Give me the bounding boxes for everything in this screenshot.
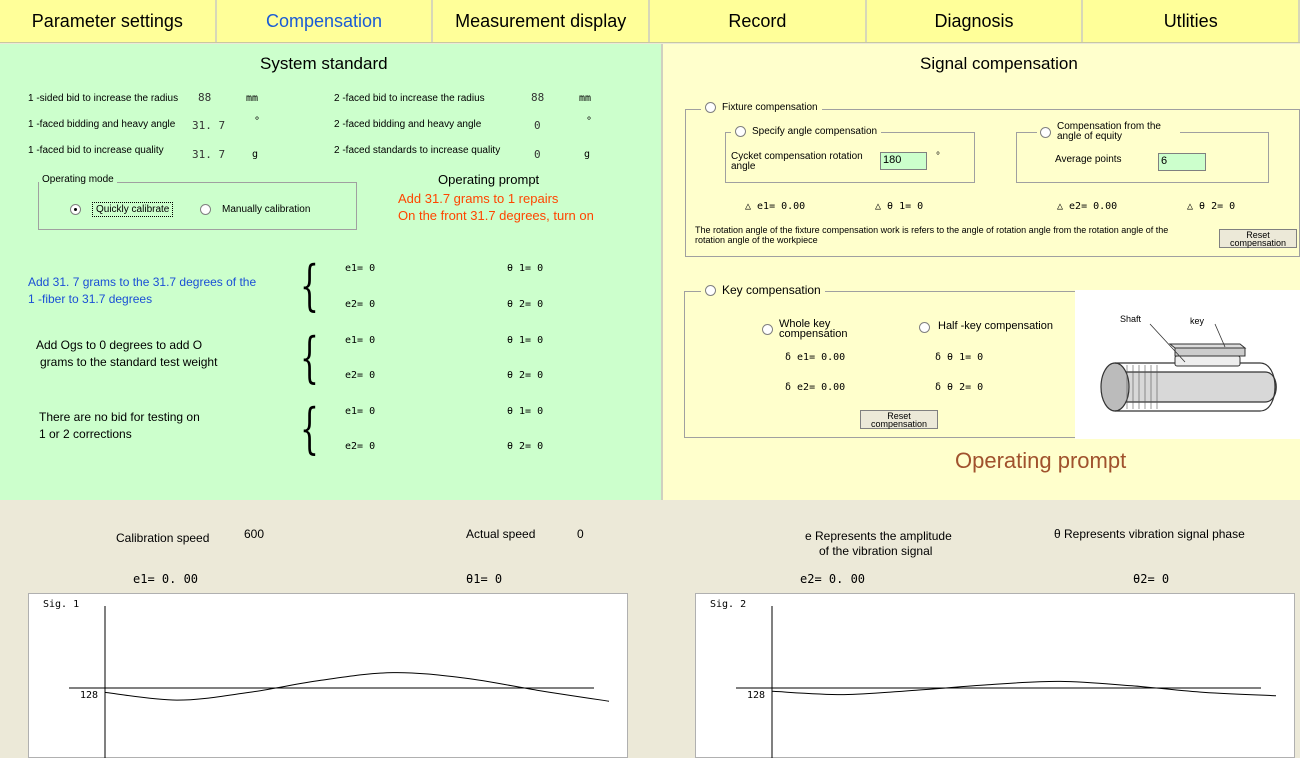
param-label-4: 2 -faced bid to increase the radius	[334, 93, 485, 104]
calibration-speed-label: Calibration speed	[116, 531, 210, 545]
signal-2-chart	[695, 593, 1295, 758]
tab-diagnosis[interactable]: Diagnosis	[867, 0, 1084, 42]
step-2-brace: {	[300, 326, 319, 389]
average-points-label: Average points	[1055, 154, 1122, 165]
signal-compensation-title: Signal compensation	[920, 54, 1078, 73]
rotation-angle-label: Cycket compensation rotation angle	[731, 151, 863, 172]
quick-calibrate-radio[interactable]	[70, 204, 81, 215]
param-label-2: 1 -faced bidding and heavy angle	[28, 119, 176, 130]
system-standard-panel	[0, 44, 661, 500]
param-value-2: 31. 7	[192, 119, 226, 132]
specify-angle-label[interactable]: Specify angle compensation	[752, 126, 878, 137]
signal-1-title: Sig. 1	[43, 599, 80, 610]
tab-measurement-display[interactable]: Measurement display	[433, 0, 650, 42]
step-1-t2: θ 2= 0	[507, 299, 544, 310]
param-unit-5: °	[586, 116, 593, 127]
step-1-e1: e1= 0	[345, 263, 376, 274]
param-value-3: 31. 7	[192, 148, 226, 161]
actual-speed-label: Actual speed	[466, 527, 536, 541]
param-unit-3: g	[252, 149, 259, 160]
fixture-delta-t1: △ θ 1= 0	[875, 201, 924, 212]
fixture-compensation-label[interactable]: Fixture compensation	[722, 102, 818, 113]
left-prompt-title: Operating prompt	[438, 172, 540, 187]
fixture-delta-t2: △ θ 2= 0	[1187, 201, 1236, 212]
step-1-line-1: Add 31. 7 grams to the 31.7 degrees of the	[28, 275, 257, 289]
step-2-text	[36, 337, 217, 371]
signal-1-chart	[28, 593, 628, 758]
param-value-4: 88	[531, 91, 545, 104]
bottom-e2: e2= 0. 00	[800, 572, 866, 586]
main-tabs	[0, 0, 1300, 43]
param-value-1: 88	[198, 91, 212, 104]
step-2-line-2: grams to the standard test weight	[40, 355, 218, 369]
step-2-e1: e1= 0	[345, 335, 376, 346]
param-unit-6: g	[584, 149, 591, 160]
signal-1-baseline-label: 128	[80, 690, 99, 701]
amplitude-note-line-2: of the vibration signal	[819, 544, 933, 558]
key-delta-t2: δ θ 2= 0	[935, 382, 984, 393]
fixture-delta-e1: △ e1= 0.00	[745, 201, 806, 212]
manual-calibration-label[interactable]: Manually calibration	[222, 204, 311, 215]
equity-angle-legend	[1037, 122, 1180, 142]
param-label-5: 2 -faced bidding and heavy angle	[334, 119, 482, 130]
shaft-label: Shaft	[1120, 314, 1142, 324]
step-2-t2: θ 2= 0	[507, 370, 544, 381]
rotation-angle-input[interactable]: 180	[880, 152, 927, 170]
param-unit-1: mm	[246, 93, 259, 104]
left-prompt-line-1: Add 31.7 grams to 1 repairs	[398, 191, 559, 206]
operating-mode-legend: Operating mode	[39, 174, 117, 185]
step-3-text	[39, 409, 200, 443]
key-delta-e2: δ e2= 0.00	[785, 382, 846, 393]
step-2-line-1: Add Ogs to 0 degrees to add O	[36, 338, 203, 352]
param-unit-4: mm	[579, 93, 592, 104]
shaft-key-illustration	[1075, 290, 1300, 439]
whole-key-radio[interactable]	[762, 324, 773, 335]
fixture-compensation-radio[interactable]	[705, 102, 716, 113]
tab-compensation[interactable]: Compensation	[217, 0, 434, 42]
step-3-line-2: 1 or 2 corrections	[39, 427, 132, 441]
param-unit-2: °	[254, 116, 261, 127]
key-delta-e1: δ e1= 0.00	[785, 352, 846, 363]
signal-1-series	[105, 673, 609, 702]
step-1-line-2: 1 -fiber to 31.7 degrees	[28, 292, 153, 306]
fixture-note: The rotation angle of the fixture compensation work is refers to the angle of rotation angle from the rotation angle of the rotation angle of the workpiece	[695, 225, 1169, 245]
signal-compensation-panel	[663, 44, 1300, 500]
fixture-reset-button[interactable]: Reset compensation	[1219, 229, 1297, 248]
param-label-1: 1 -sided bid to increase the radius	[28, 93, 179, 104]
key-compensation-legend	[701, 283, 825, 297]
system-standard-title: System standard	[260, 54, 388, 73]
equity-angle-radio[interactable]	[1040, 127, 1051, 138]
fixture-compensation-legend	[701, 102, 822, 113]
key-compensation-radio[interactable]	[705, 285, 716, 296]
step-1-e2: e2= 0	[345, 299, 376, 310]
bottom-t1: θ1= 0	[466, 572, 503, 586]
amplitude-note-line-1: e Represents the amplitude	[805, 529, 952, 543]
step-3-e1: e1= 0	[345, 406, 376, 417]
specify-angle-radio[interactable]	[735, 126, 746, 137]
key-reset-button[interactable]: Reset compensation	[860, 410, 938, 429]
key-label: key	[1190, 316, 1205, 326]
key-compensation-label[interactable]: Key compensation	[722, 283, 821, 297]
signal-1-svg	[29, 594, 629, 758]
half-key-label[interactable]: Half -key compensation	[938, 320, 1053, 332]
param-label-3: 1 -faced bid to increase quality	[28, 145, 164, 156]
signal-2-svg	[696, 594, 1296, 758]
step-1-t1: θ 1= 0	[507, 263, 544, 274]
tab-parameter-settings[interactable]: Parameter settings	[0, 0, 217, 42]
signal-2-series	[772, 681, 1276, 695]
step-3-line-1: There are no bid for testing on	[39, 410, 200, 424]
left-prompt-line-2: On the front 31.7 degrees, turn on	[398, 208, 594, 223]
fixture-delta-e2: △ e2= 0.00	[1057, 201, 1118, 212]
right-prompt-title: Operating prompt	[955, 448, 1127, 473]
actual-speed-value: 0	[577, 527, 584, 541]
phase-note: θ Represents vibration signal phase	[1054, 527, 1245, 541]
step-2-e2: e2= 0	[345, 370, 376, 381]
average-points-input[interactable]: 6	[1158, 153, 1206, 171]
tab-utilities[interactable]: Utlities	[1083, 0, 1300, 42]
whole-key-label[interactable]: Whole key compensation	[779, 318, 848, 340]
bottom-t2: θ2= 0	[1133, 572, 1170, 586]
signal-2-title: Sig. 2	[710, 599, 747, 610]
tab-record[interactable]: Record	[650, 0, 867, 42]
param-value-6: 0	[534, 148, 541, 161]
equity-angle-label[interactable]: Compensation from the angle of equity	[1057, 121, 1161, 142]
manual-calibration-radio[interactable]	[200, 204, 211, 215]
bottom-e1: e1= 0. 00	[133, 572, 199, 586]
step-3-brace: {	[300, 397, 319, 460]
step-3-e2: e2= 0	[345, 441, 376, 452]
param-label-6: 2 -faced standards to increase quality	[334, 145, 501, 156]
step-1-text	[28, 274, 256, 308]
quick-calibrate-label[interactable]: Quickly calibrate	[92, 202, 173, 217]
rotation-angle-unit: °	[936, 151, 940, 162]
key-delta-t1: δ θ 1= 0	[935, 352, 984, 363]
step-3-t1: θ 1= 0	[507, 406, 544, 417]
shaft-key-drawing	[1075, 290, 1300, 439]
specify-angle-legend	[731, 126, 881, 137]
step-3-t2: θ 2= 0	[507, 441, 544, 452]
calibration-speed-value: 600	[244, 527, 265, 541]
step-1-brace: {	[300, 254, 319, 317]
step-2-t1: θ 1= 0	[507, 335, 544, 346]
signal-2-baseline-label: 128	[747, 690, 766, 701]
half-key-radio[interactable]	[919, 322, 930, 333]
param-value-5: 0	[534, 119, 541, 132]
